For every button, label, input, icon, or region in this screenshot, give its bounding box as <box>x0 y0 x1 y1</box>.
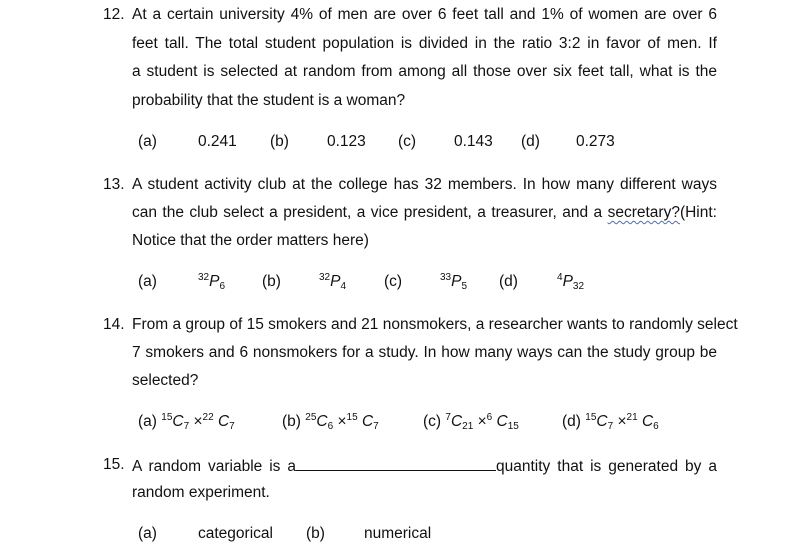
question-text-segment: quantity that is generated by a <box>496 458 717 475</box>
option-label: (a) <box>138 525 157 542</box>
option-value: (b) $^{25}C_6 \times^{15}$ $C_7$ <box>282 412 379 432</box>
question-text-line: feet tall. The total student population is divided in the ratio 3:2 in favor of men. If <box>132 35 717 52</box>
option-label: (d) <box>521 133 540 150</box>
option-value: 0.241 <box>198 133 237 150</box>
option-value: categorical <box>198 525 273 542</box>
option-value: (c) $^7C_{21} \times^6$ $C_{15}$ <box>423 412 519 432</box>
option-value: (a) $^{15}C_7 \times^{22}$ $C_7$ <box>138 412 235 432</box>
option-value: $^{32}P_4$ <box>319 272 347 292</box>
question-text-line: a student is selected at random from among all those over six feet tall, what is the <box>132 63 717 80</box>
question-text-line: selected? <box>132 372 199 389</box>
question-text-line: 7 smokers and 6 nonsmokers for a study. In how many ways can the study group be <box>132 344 717 361</box>
option-value: 0.273 <box>576 133 615 150</box>
option-value: (d) $^{15}C_7 \times^{21}$ $C_6$ <box>562 412 659 432</box>
question-number: 14. <box>103 316 125 333</box>
question-text-line <box>132 456 717 476</box>
option-label: (b) <box>270 133 289 150</box>
question-text-line: At a certain university 4% of men are over 6 feet tall and 1% of women are over 6 <box>132 6 717 23</box>
question-text-line: Notice that the order matters here) <box>132 232 369 249</box>
answer-blank <box>296 456 496 471</box>
option-value: 0.143 <box>454 133 493 150</box>
question-text-line: From a group of 15 smokers and 21 nonsmokers, a researcher wants to randomly select <box>132 316 738 333</box>
question-text-segment: (Hint: <box>679 204 717 221</box>
question-text-line: probability that the student is a woman? <box>132 92 406 109</box>
question-text-line: A student activity club at the college has 32 members. In how many different ways <box>132 176 717 193</box>
option-label: (a) <box>138 133 157 150</box>
option-label: (d) <box>499 273 518 290</box>
question-text-segment: A random variable is a <box>132 458 297 475</box>
option-label: (c) <box>384 273 403 290</box>
question-text-line: random experiment. <box>132 484 270 501</box>
option-label: (b) <box>262 273 281 290</box>
option-label: (b) <box>306 525 325 542</box>
option-value: $^{33}P_5$ <box>440 272 468 292</box>
option-value: 0.123 <box>327 133 366 150</box>
question-number: 13. <box>103 176 125 193</box>
question-text-line <box>132 204 717 222</box>
option-value: numerical <box>364 525 432 542</box>
option-label: (a) <box>138 273 157 290</box>
spellcheck-word: secretary? <box>607 204 680 221</box>
question-text-segment: can the club select a president, a vice president, a treasurer, and a <box>132 204 603 221</box>
option-value: $^4P_{32}$ <box>557 272 585 292</box>
question-number: 15. <box>103 456 125 473</box>
option-value: $^{32}P_6$ <box>198 272 226 292</box>
question-number: 12. <box>103 6 125 23</box>
option-label: (c) <box>398 133 417 150</box>
